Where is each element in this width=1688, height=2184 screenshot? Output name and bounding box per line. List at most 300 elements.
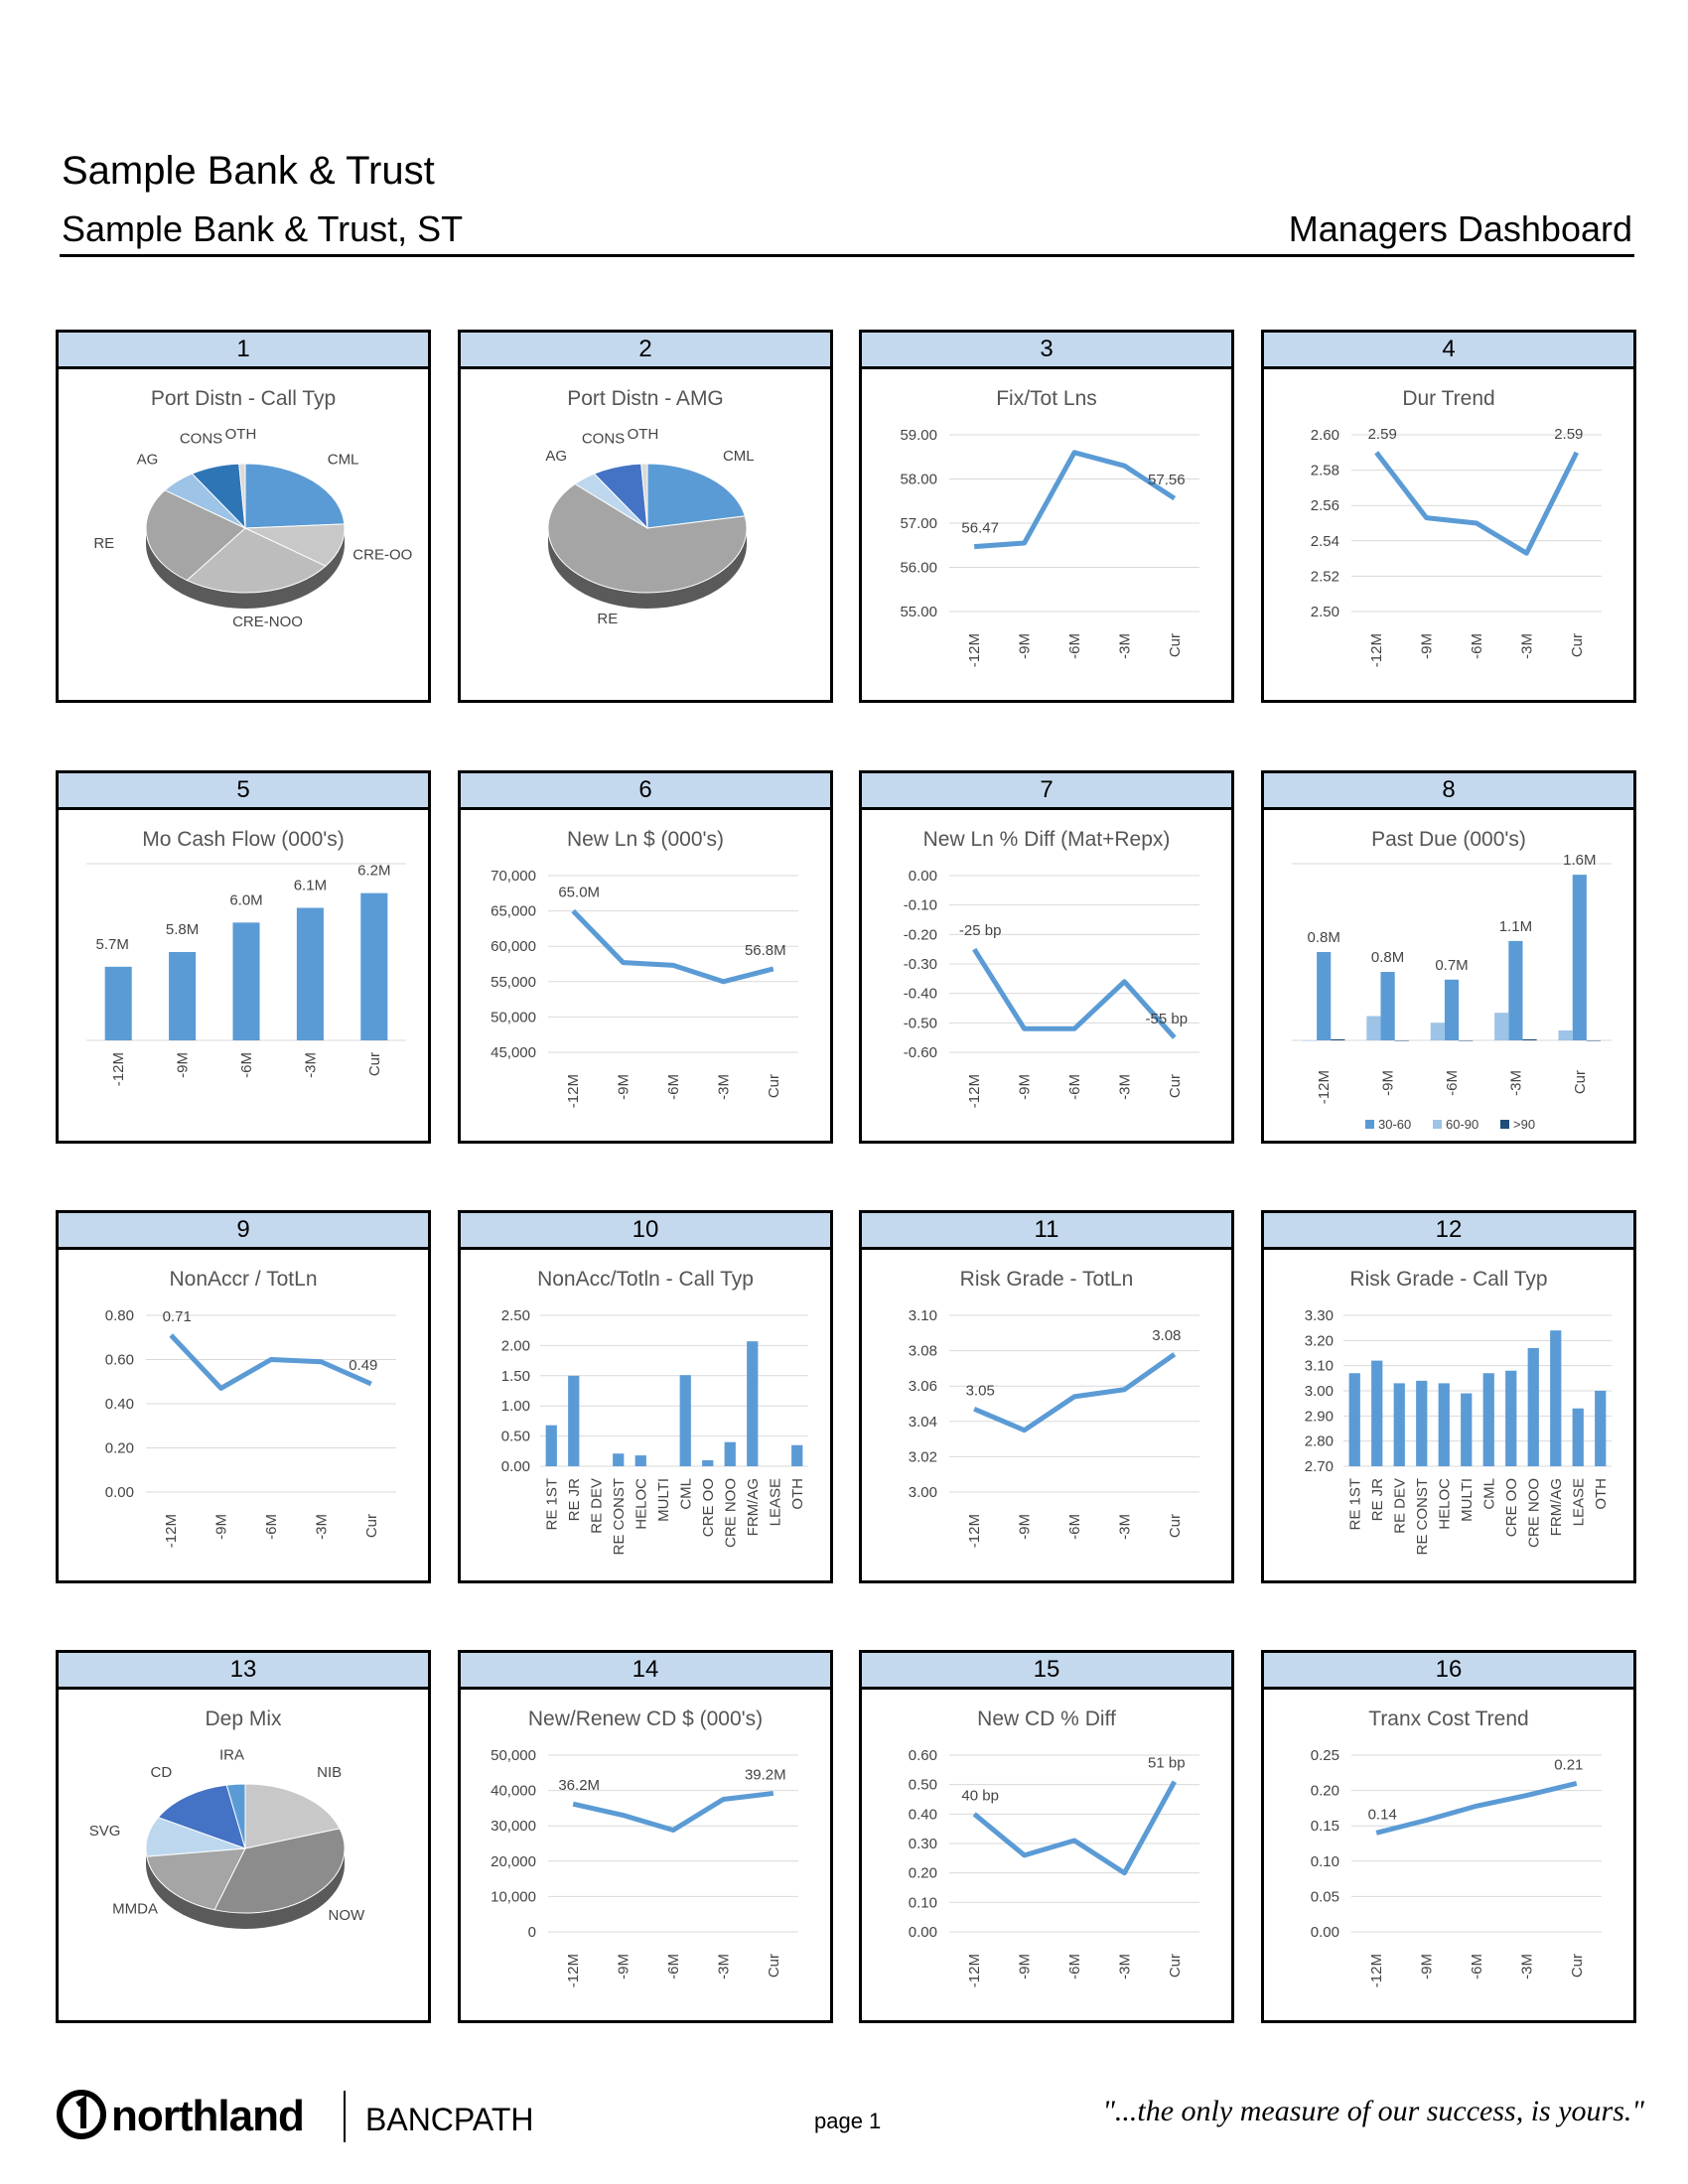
x-tick-label: -9M [615, 1074, 633, 1100]
y-tick-label: 0.05 [1310, 1888, 1339, 1906]
panel-12 [1261, 1210, 1636, 1583]
chart-title: Risk Grade - TotLn [959, 1268, 1134, 1291]
chart-4 [1264, 369, 1633, 700]
legend-swatch [1500, 1120, 1509, 1129]
chart-title: Port Distn - AMG [567, 387, 724, 410]
series-line [974, 1782, 1175, 1873]
x-tick-label: -9M [1016, 1074, 1034, 1100]
y-tick-label: 3.30 [1304, 1307, 1334, 1324]
x-tick-label: -12M [565, 1074, 583, 1109]
chart-12 [1264, 1250, 1633, 1580]
bar [1550, 1330, 1561, 1466]
x-tick-label: -3M [715, 1954, 733, 1979]
x-tick-label: RE CONST [1413, 1478, 1431, 1556]
chart-1 [59, 369, 428, 700]
chart-7 [862, 810, 1231, 1141]
data-label: 56.47 [961, 519, 999, 537]
y-tick-label: 0.00 [908, 1924, 937, 1941]
x-tick-label: -3M [1116, 1514, 1134, 1540]
bar [1505, 1371, 1516, 1466]
report-title: Sample Bank & Trust [62, 149, 435, 193]
bar [1587, 1040, 1601, 1041]
panel-number: 3 [862, 333, 1231, 369]
chart-title: Dur Trend [1402, 387, 1495, 410]
y-tick-label: -0.40 [903, 985, 937, 1003]
y-tick-label: 3.06 [908, 1378, 937, 1396]
data-label: 3.08 [1152, 1327, 1182, 1345]
slice-label: CONS [581, 430, 626, 448]
footer-quote: "...the only measure of our success, is yours." [1102, 2095, 1644, 2127]
y-tick-label: 0.60 [104, 1351, 134, 1369]
x-tick-label: CRE NOO [1525, 1478, 1543, 1549]
slice-label: NOW [328, 1907, 365, 1925]
x-tick-label: -9M [1016, 1514, 1034, 1540]
data-label: 0.21 [1554, 1756, 1584, 1774]
brand-text: BANCPATH [365, 2102, 534, 2137]
x-tick-label: -12M [565, 1954, 583, 1988]
chart-title: NonAcc/Totln - Call Typ [537, 1268, 754, 1291]
slice-label: IRA [218, 1746, 244, 1764]
data-label: 5.7M [95, 935, 129, 953]
slice-label: OTH [224, 426, 257, 444]
bar [1371, 1361, 1382, 1466]
slice-label: CML [327, 451, 359, 469]
x-tick-label: -6M [665, 1954, 682, 1979]
x-tick-label: -3M [1116, 1074, 1134, 1100]
series-line [974, 1354, 1175, 1431]
data-label: 2.59 [1554, 425, 1584, 443]
bar [725, 1442, 736, 1466]
y-tick-label: 0.20 [104, 1439, 134, 1457]
panel-number: 16 [1264, 1653, 1633, 1690]
x-tick-label: RE DEV [588, 1478, 606, 1534]
x-tick-label: -12M [966, 1954, 984, 1988]
panel-number: 1 [59, 333, 428, 369]
x-tick-label: -6M [1066, 633, 1083, 659]
chart-10 [461, 1250, 830, 1580]
x-tick-label: -6M [1469, 633, 1485, 659]
legend-swatch [1433, 1120, 1442, 1129]
chart-title: Mo Cash Flow (000's) [142, 828, 345, 851]
legend-label: 30-60 [1378, 1117, 1412, 1132]
slice-label: CML [722, 447, 755, 465]
legend-label: >90 [1513, 1117, 1536, 1132]
logo-text: northland [111, 2092, 304, 2140]
x-tick-label: RE JR [565, 1478, 583, 1522]
y-tick-label: 0.20 [908, 1864, 937, 1882]
y-tick-label: 2.54 [1310, 532, 1339, 550]
data-label: 0.8M [1307, 929, 1340, 946]
data-label: 6.2M [357, 862, 391, 880]
y-tick-label: 58.00 [900, 471, 937, 488]
chart-2 [461, 369, 830, 700]
data-label: 0.14 [1367, 1806, 1397, 1824]
bar [1483, 1373, 1494, 1466]
series-line [573, 1793, 774, 1830]
chart-title: Risk Grade - Call Typ [1349, 1268, 1548, 1291]
bar [1461, 1394, 1472, 1466]
data-label: 57.56 [1148, 472, 1186, 489]
data-label: 65.0M [558, 884, 601, 901]
y-tick-label: 3.02 [908, 1448, 937, 1466]
chart-title: New CD % Diff [977, 1707, 1116, 1730]
slice-label: CD [150, 1764, 173, 1782]
bar [169, 952, 196, 1040]
panel-11 [859, 1210, 1234, 1583]
bar [1459, 1040, 1473, 1041]
bar [1573, 875, 1587, 1040]
x-tick-label: -6M [1444, 1070, 1461, 1096]
y-tick-label: 2.50 [1310, 604, 1339, 620]
x-tick-label: RE 1ST [543, 1478, 561, 1531]
x-tick-label: -9M [174, 1052, 192, 1078]
bar [1445, 980, 1459, 1040]
bar [232, 922, 259, 1040]
x-tick-label: OTH [788, 1478, 806, 1510]
x-tick-label: RE JR [1368, 1478, 1386, 1522]
x-tick-label: CRE NOO [722, 1478, 740, 1549]
panel-number: 12 [1264, 1213, 1633, 1250]
data-label: 3.05 [965, 1382, 995, 1400]
y-tick-label: 3.08 [908, 1342, 937, 1360]
x-tick-label: -9M [1379, 1070, 1397, 1096]
x-tick-label: -3M [1518, 1954, 1536, 1979]
y-tick-label: 10,000 [491, 1888, 536, 1906]
y-tick-label: 59.00 [900, 427, 937, 444]
slice-label: MMDA [112, 1900, 158, 1918]
y-tick-label: 45,000 [491, 1044, 536, 1061]
logo-numeral [77, 2101, 83, 2128]
y-tick-label: 0.10 [908, 1894, 937, 1912]
x-tick-label: RE DEV [1391, 1478, 1409, 1534]
data-label: 0.8M [1370, 949, 1405, 967]
bar [1366, 1017, 1380, 1040]
x-tick-label: -12M [966, 1514, 984, 1549]
panel-14 [458, 1650, 833, 2023]
logo-divider [344, 2091, 346, 2142]
bar [105, 967, 132, 1040]
slice-label: RE [93, 534, 115, 552]
x-tick-label: -12M [966, 1074, 984, 1109]
panel-number: 9 [59, 1213, 428, 1250]
x-tick-label: -12M [1316, 1070, 1334, 1105]
x-tick-label: HELOC [1436, 1478, 1454, 1530]
y-tick-label: -0.50 [903, 1015, 937, 1032]
bar [1381, 972, 1395, 1040]
series-line [974, 453, 1175, 547]
bar [1559, 1030, 1573, 1040]
x-tick-label: -9M [1418, 633, 1436, 659]
y-tick-label: 2.70 [1304, 1458, 1334, 1475]
bar [297, 908, 324, 1041]
data-label: 0.7M [1435, 956, 1469, 974]
panel-number: 2 [461, 333, 830, 369]
y-tick-label: -0.30 [903, 956, 937, 973]
y-tick-label: 0.40 [908, 1806, 937, 1824]
y-tick-label: 1.50 [500, 1367, 530, 1385]
x-tick-label: Cur [1166, 633, 1184, 658]
bar [1528, 1348, 1539, 1466]
y-tick-label: 0.20 [1310, 1782, 1339, 1800]
chart-16 [1264, 1690, 1633, 2020]
bar [1303, 1040, 1317, 1041]
data-label: 6.0M [229, 891, 263, 909]
x-tick-label: -12M [163, 1514, 181, 1549]
x-tick-label: -6M [238, 1052, 255, 1078]
y-tick-label: 2.80 [1304, 1433, 1334, 1450]
bar [613, 1453, 624, 1466]
x-tick-label: RE CONST [610, 1478, 628, 1556]
series-line [171, 1335, 371, 1388]
slice-label: AG [136, 451, 159, 469]
x-tick-label: -6M [1066, 1514, 1083, 1540]
x-tick-label: Cur [1571, 1070, 1589, 1095]
panel-9 [56, 1210, 431, 1583]
x-tick-label: OTH [1592, 1478, 1610, 1510]
footer-logo [56, 2081, 612, 2155]
chart-title: NonAccr / TotLn [169, 1268, 318, 1291]
x-tick-label: -9M [212, 1514, 230, 1540]
chart-title: Tranx Cost Trend [1368, 1707, 1529, 1730]
chart-title: New Ln $ (000's) [566, 828, 725, 851]
x-tick-label: FRM/AG [744, 1478, 762, 1537]
x-tick-label: RE 1ST [1346, 1478, 1364, 1531]
x-tick-label: Cur [765, 1954, 782, 1979]
data-label: 56.8M [744, 941, 786, 959]
data-label: 6.1M [293, 877, 328, 894]
y-tick-label: 65,000 [491, 902, 536, 920]
slice-label: RE [597, 611, 619, 628]
x-tick-label: CRE OO [699, 1478, 717, 1538]
y-tick-label: 50,000 [491, 1747, 536, 1764]
bar [1331, 1039, 1344, 1040]
y-tick-label: 3.04 [908, 1413, 937, 1431]
y-tick-label: 57.00 [900, 515, 937, 532]
y-tick-label: 0.30 [908, 1836, 937, 1852]
chart-8 [1264, 810, 1633, 1141]
y-tick-label: 56.00 [900, 559, 937, 577]
x-tick-label: HELOC [633, 1478, 650, 1530]
x-tick-label: -9M [615, 1954, 633, 1979]
panel-7 [859, 770, 1234, 1144]
x-tick-label: -3M [715, 1074, 733, 1100]
slice-label: CRE-NOO [232, 613, 303, 630]
bar [1508, 941, 1522, 1040]
chart-6 [461, 810, 830, 1141]
panel-number: 13 [59, 1653, 428, 1690]
y-tick-label: 3.10 [1304, 1357, 1334, 1375]
panel-number: 5 [59, 773, 428, 810]
y-tick-label: 50,000 [491, 1009, 536, 1026]
chart-title: Dep Mix [205, 1707, 282, 1730]
y-tick-label: 20,000 [491, 1852, 536, 1870]
bar [568, 1376, 579, 1466]
y-tick-label: 3.00 [908, 1484, 937, 1501]
bar [1395, 1040, 1409, 1041]
bar [791, 1445, 802, 1466]
data-label: -55 bp [1145, 1011, 1189, 1028]
x-tick-label: -6M [665, 1074, 682, 1100]
x-tick-label: -6M [1066, 1954, 1083, 1979]
legend-label: 60-90 [1446, 1117, 1479, 1132]
data-label: 40 bp [961, 1787, 999, 1805]
x-tick-label: Cur [1568, 633, 1586, 658]
y-tick-label: 0.10 [1310, 1852, 1339, 1870]
data-label: 51 bp [1148, 1754, 1186, 1772]
bar [1439, 1383, 1450, 1466]
x-tick-label: -3M [1518, 633, 1536, 659]
x-tick-label: Cur [765, 1074, 782, 1099]
y-tick-label: 70,000 [491, 868, 536, 885]
y-tick-label: 30,000 [491, 1818, 536, 1836]
bar [360, 893, 387, 1040]
y-tick-label: 40,000 [491, 1782, 536, 1800]
chart-title: Fix/Tot Lns [996, 387, 1097, 410]
report-subtitle: Sample Bank & Trust, ST [62, 208, 464, 249]
bar [1573, 1409, 1584, 1466]
y-tick-label: 0.00 [500, 1458, 530, 1475]
slice-label: SVG [88, 1823, 121, 1841]
bar [680, 1375, 691, 1466]
x-tick-label: MULTI [1458, 1478, 1476, 1522]
panel-16 [1261, 1650, 1636, 2023]
panel-3 [859, 330, 1234, 703]
y-tick-label: 0.00 [104, 1484, 134, 1501]
y-tick-label: 3.10 [908, 1307, 937, 1324]
data-label: 2.59 [1367, 425, 1397, 443]
x-tick-label: Cur [362, 1514, 380, 1539]
x-tick-label: -3M [1507, 1070, 1525, 1096]
x-tick-label: LEASE [1570, 1478, 1588, 1527]
y-tick-label: 0.60 [908, 1747, 937, 1764]
x-tick-label: FRM/AG [1547, 1478, 1565, 1537]
x-tick-label: CRE OO [1502, 1478, 1520, 1538]
y-tick-label: 0.50 [908, 1776, 937, 1794]
bar [1349, 1373, 1360, 1466]
y-tick-label: 0.50 [500, 1428, 530, 1445]
y-tick-label: 2.90 [1304, 1408, 1334, 1426]
panel-6 [458, 770, 833, 1144]
chart-9 [59, 1250, 428, 1580]
bar [1431, 1023, 1445, 1040]
chart-title: New Ln % Diff (Mat+Repx) [922, 828, 1171, 851]
data-label: 36.2M [558, 1777, 601, 1795]
bar [1317, 952, 1331, 1040]
y-tick-label: 3.20 [1304, 1332, 1334, 1350]
y-tick-label: 2.60 [1310, 427, 1339, 444]
y-tick-label: -0.20 [903, 926, 937, 944]
data-label: -25 bp [958, 922, 1002, 940]
x-tick-label: CML [677, 1478, 695, 1510]
slice-label: CRE-OO [352, 546, 413, 564]
y-tick-label: 60,000 [491, 938, 536, 956]
panel-1 [56, 330, 431, 703]
x-tick-label: MULTI [654, 1478, 672, 1522]
y-tick-label: 2.58 [1310, 462, 1339, 479]
bar [1494, 1013, 1508, 1040]
x-tick-label: Cur [365, 1052, 383, 1077]
panel-number: 15 [862, 1653, 1231, 1690]
slice-label: AG [545, 447, 568, 465]
y-tick-label: 0.25 [1310, 1747, 1339, 1764]
panel-4 [1261, 330, 1636, 703]
x-tick-label: -9M [1016, 1954, 1034, 1979]
x-tick-label: -9M [1418, 1954, 1436, 1979]
chart-14 [461, 1690, 830, 2020]
panel-number: 6 [461, 773, 830, 810]
chart-3 [862, 369, 1231, 700]
bar [635, 1455, 646, 1466]
x-tick-label: Cur [1166, 1514, 1184, 1539]
chart-15 [862, 1690, 1231, 2020]
panel-5 [56, 770, 431, 1144]
y-tick-label: 0.00 [1310, 1924, 1339, 1941]
x-tick-label: -12M [110, 1052, 128, 1087]
y-tick-label: 55.00 [900, 604, 937, 620]
chart-11 [862, 1250, 1231, 1580]
x-tick-label: -3M [313, 1514, 331, 1540]
y-tick-label: 3.00 [1304, 1383, 1334, 1400]
y-tick-label: 0.00 [908, 868, 937, 885]
y-tick-label: 0.80 [104, 1307, 134, 1324]
chart-13 [59, 1690, 428, 2020]
x-tick-label: LEASE [767, 1478, 784, 1527]
y-tick-label: 2.52 [1310, 568, 1339, 586]
slice-label: OTH [627, 426, 659, 444]
bar [1595, 1391, 1606, 1466]
chart-5 [59, 810, 428, 1141]
chart-title: New/Renew CD $ (000's) [527, 1707, 764, 1730]
panel-15 [859, 1650, 1234, 2023]
x-tick-label: -12M [1368, 1954, 1386, 1988]
panel-13 [56, 1650, 431, 2023]
data-label: 1.1M [1498, 917, 1533, 935]
panel-number: 14 [461, 1653, 830, 1690]
dashboard-name: Managers Dashboard [1288, 208, 1632, 249]
legend-swatch [1365, 1120, 1374, 1129]
data-label: 5.8M [165, 921, 200, 938]
slice-label: CONS [179, 430, 223, 448]
bar [1416, 1381, 1427, 1466]
bar [747, 1341, 758, 1466]
pie-slice [245, 464, 345, 528]
y-tick-label: 0.15 [1310, 1818, 1339, 1836]
panel-number: 8 [1264, 773, 1633, 810]
bar [1394, 1383, 1405, 1466]
series-line [1376, 453, 1577, 553]
x-tick-label: -12M [1368, 633, 1386, 668]
panel-number: 4 [1264, 333, 1633, 369]
panel-number: 7 [862, 773, 1231, 810]
y-tick-label: -0.60 [903, 1044, 937, 1061]
data-label: 0.71 [162, 1308, 192, 1326]
bar [546, 1426, 557, 1466]
chart-title: Past Due (000's) [1371, 828, 1526, 851]
x-tick-label: -9M [1016, 633, 1034, 659]
slice-label: NIB [317, 1764, 343, 1782]
x-tick-label: -3M [1116, 633, 1134, 659]
panel-10 [458, 1210, 833, 1583]
y-tick-label: 55,000 [491, 973, 536, 991]
header-rule [60, 254, 1634, 257]
x-tick-label: Cur [1568, 1954, 1586, 1979]
bar [702, 1460, 713, 1466]
y-tick-label: 2.56 [1310, 497, 1339, 515]
x-tick-label: Cur [1166, 1954, 1184, 1979]
x-tick-label: CML [1480, 1478, 1498, 1510]
bar [1522, 1039, 1536, 1040]
page-number: page 1 [814, 2109, 882, 2133]
